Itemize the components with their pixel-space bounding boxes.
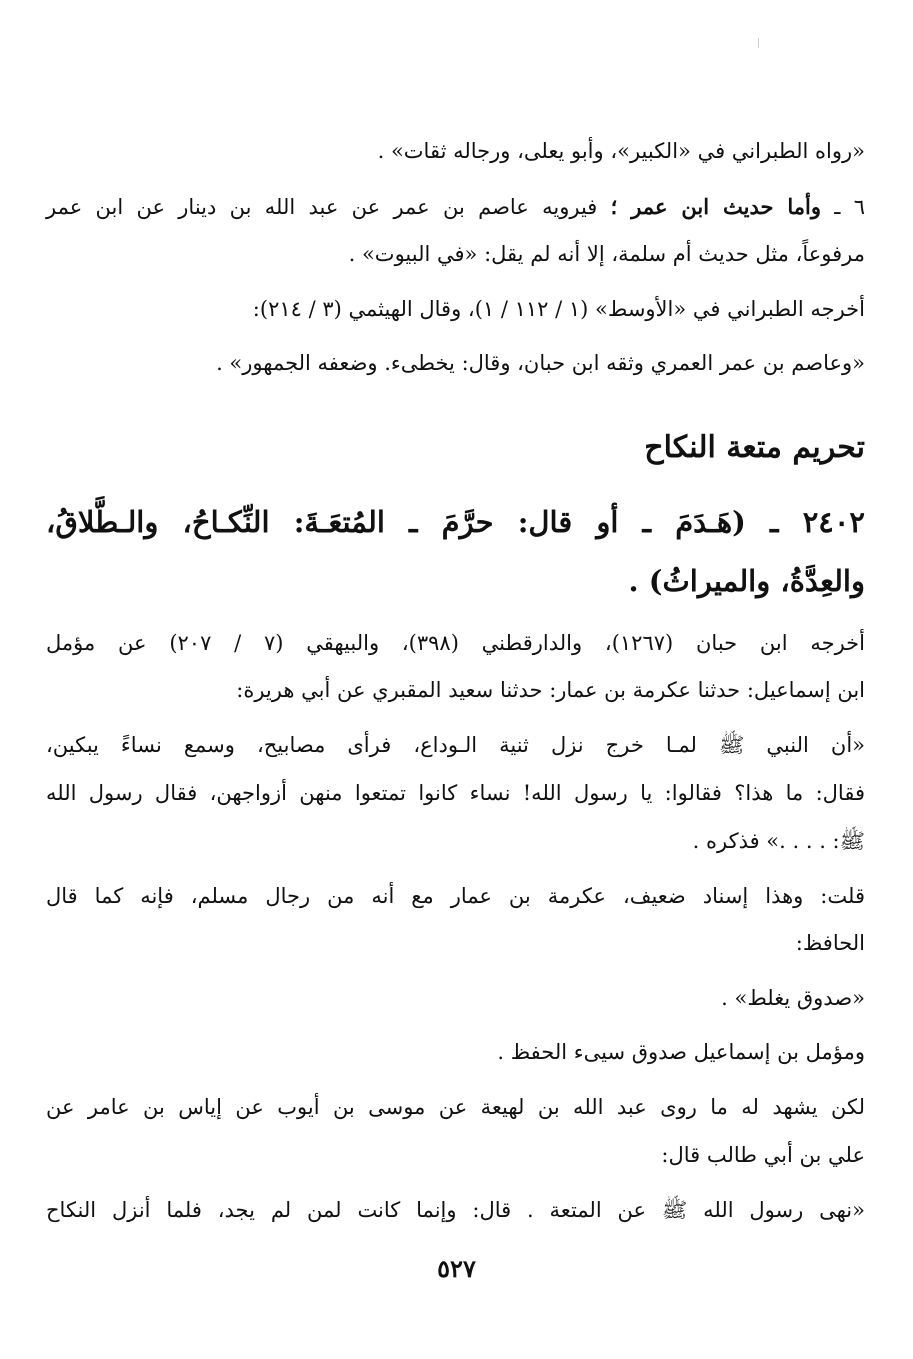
text-line-2 bbox=[46, 192, 865, 222]
text-line-3: مرفوعاً، مثل حديث أم سلمة، إلا أنه لم يقل: «في البيوت» . bbox=[348, 242, 865, 266]
text-line-6: أخرجه ابن حبان (١٢٦٧)، والدارقطني (٣٩٨)، والبيهقي (٧ / ٢٠٧) عن مؤمل bbox=[46, 631, 865, 655]
text-line-16: علي بن أبي طالب قال: bbox=[661, 1143, 865, 1167]
line-rest: فيرويه عاصم بن عمر عن عبد الله بن دينار عن ابن عمر bbox=[46, 195, 598, 219]
text-line-17: «نهى رسول الله ﷺ عن المتعة . قال: وإنما كانت لمن لم يجد، فلما أنزل النكاح bbox=[46, 1198, 865, 1222]
text-line-7: ابن إسماعيل: حدثنا عكرمة بن عمار: حدثنا سعيد المقبري عن أبي هريرة: bbox=[236, 678, 865, 702]
bold-phrase: وأما حديث ابن عمر ؛ bbox=[610, 194, 821, 219]
text-line-14: ومؤمل بن إسماعيل صدوق سيىء الحفظ . bbox=[497, 1040, 865, 1064]
text-line-11: قلت: وهذا إسناد ضعيف، عكرمة بن عمار مع أنه من رجال مسلم، فإنه كما قال bbox=[46, 884, 865, 908]
item-number: ٦ ـ bbox=[834, 195, 866, 219]
text-line-1: «رواه الطبراني في «الكبير»، وأبو يعلى، ورجاله ثقات» . bbox=[377, 139, 865, 163]
text-line-9: فقال: ما هذا؟ فقالوا: يا رسول الله! نساء كانوا تمتعوا منهن أزواجهن، فقال رسول الله bbox=[46, 781, 865, 805]
scan-mark bbox=[758, 38, 759, 48]
page-number: ٥٢٧ bbox=[437, 1254, 476, 1283]
text-line-13: «صدوق يغلط» . bbox=[721, 986, 865, 1010]
text-line-15: لكن يشهد له ما روى عبد الله بن لهيعة عن موسى بن أيوب عن إياس بن عامر عن bbox=[46, 1095, 865, 1119]
text-line-5: «وعاصم بن عمر العمري وثقه ابن حبان، وقال: يخطىء. وضعفه الجمهور» . bbox=[216, 351, 865, 375]
hadith-line-2: والعِدَّةُ، والميراثُ) . bbox=[628, 564, 865, 598]
hadith-line-1: ٢٤٠٢ ـ (هَـدَمَ ـ أو قال: حرَّمَ ـ المُتعَـةَ: النِّكـاحُ، والـطَّلاقُ، bbox=[46, 505, 865, 539]
text-line-8: «أن النبي ﷺ لمـا خرج نزل ثنية الـوداع، فرأى مصابيح، وسمع نساءً يبكين، bbox=[46, 733, 865, 757]
text-line-12: الحافظ: bbox=[795, 931, 865, 955]
text-line-10: ﷺ: . . . .» فذكره . bbox=[692, 829, 865, 853]
text-line-4: أخرجه الطبراني في «الأوسط» (١ / ١١٢ / ١)، وقال الهيثمي (٣ / ٢١٤): bbox=[252, 297, 865, 321]
section-heading: تحريم متعة النكاح bbox=[644, 430, 865, 465]
